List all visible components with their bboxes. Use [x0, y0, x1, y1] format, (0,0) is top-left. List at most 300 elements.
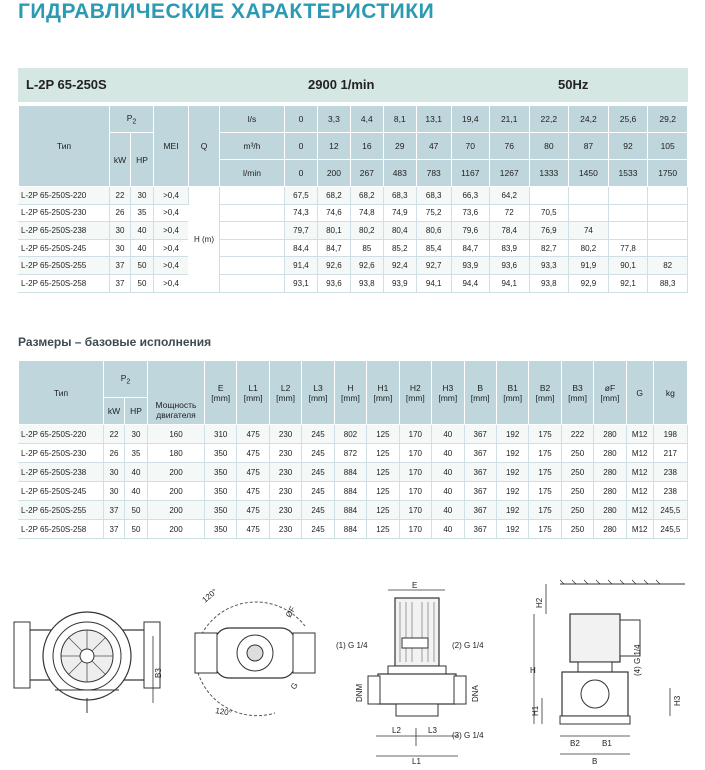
mei-value: >0,4	[154, 257, 189, 275]
model-name: L-2P 65-250S-255	[19, 501, 104, 520]
hp-value: 40	[131, 222, 154, 240]
head-value: 92,4	[383, 257, 416, 275]
dims-hp-header: HP	[125, 398, 148, 425]
head-value: 68,3	[383, 187, 416, 205]
dim-header-l3: L3 [mm]	[302, 361, 334, 425]
type-header: Тип	[19, 106, 110, 187]
flow-value: 267	[350, 160, 383, 187]
head-value: 93,6	[489, 257, 529, 275]
dim-value: 125	[367, 482, 399, 501]
b2-label: B2	[570, 739, 580, 748]
hp-value: 50	[131, 274, 154, 292]
table-row	[19, 463, 688, 482]
dims-kw-header: kW	[104, 398, 125, 425]
head-value: 79,6	[451, 222, 489, 240]
dim-value: 280	[594, 425, 626, 444]
flow-value: 13,1	[416, 106, 451, 133]
speed-label: 2900 1/min	[308, 77, 375, 92]
dim-value: 475	[237, 463, 269, 482]
dim-value: 884	[334, 520, 366, 539]
dim-value: 170	[399, 501, 431, 520]
head-value: 76,9	[529, 222, 569, 240]
flow-value: 29	[383, 133, 416, 160]
hp-value: 30	[125, 425, 148, 444]
b1-label: B1	[602, 739, 612, 748]
dim-value: 245	[302, 520, 334, 539]
port4-label: (4) G 1/4	[633, 644, 642, 676]
dim-value: 192	[496, 520, 528, 539]
model-name: L-2P 65-250S-258	[19, 274, 110, 292]
head-value	[608, 187, 648, 205]
hp-value: 40	[125, 482, 148, 501]
head-value: 80,6	[416, 222, 451, 240]
kw-value: 37	[110, 274, 131, 292]
head-value: 92,7	[416, 257, 451, 275]
table-row	[19, 257, 688, 275]
head-value: 67,5	[285, 187, 318, 205]
kw-value: 30	[104, 463, 125, 482]
table-row	[19, 520, 688, 539]
table-row	[19, 239, 688, 257]
hydraulic-table	[18, 105, 688, 293]
dim-value: 175	[529, 444, 561, 463]
dim-value: 245	[302, 501, 334, 520]
dim-value: 250	[561, 444, 593, 463]
pump-end-view-drawing	[520, 578, 695, 770]
dim-header-b: B [mm]	[464, 361, 496, 425]
flow-value: 3,3	[317, 106, 350, 133]
head-value: 94,1	[416, 274, 451, 292]
blank-cell	[220, 222, 285, 240]
dim-header-b3: B3 [mm]	[561, 361, 593, 425]
dim-value: 280	[594, 501, 626, 520]
head-value: 77,8	[608, 239, 648, 257]
model-name: L-2P 65-250S	[26, 77, 107, 92]
dim-header-h: H [mm]	[334, 361, 366, 425]
dims-p2-header: $P_2$	[104, 361, 148, 398]
dim-value: 175	[529, 482, 561, 501]
model-name: L-2P 65-250S-255	[19, 257, 110, 275]
dim-value: 170	[399, 444, 431, 463]
kw-value: 30	[110, 239, 131, 257]
flow-value: 92	[608, 133, 648, 160]
dim-value: 350	[205, 501, 237, 520]
flow-unit-ls: l/s	[220, 106, 285, 133]
dim-value: 170	[399, 425, 431, 444]
head-value: 92,6	[317, 257, 350, 275]
dim-value: 192	[496, 444, 528, 463]
blank-cell	[220, 239, 285, 257]
head-value: 93,9	[451, 257, 489, 275]
dim-value: 125	[367, 444, 399, 463]
head-value: 91,4	[285, 257, 318, 275]
dim-value: 280	[594, 463, 626, 482]
motor-value: 200	[148, 482, 205, 501]
page-title: ГИДРАВЛИЧЕСКИЕ ХАРАКТЕРИСТИКИ	[18, 0, 435, 23]
dim-value: 475	[237, 501, 269, 520]
port2-label: (2) G 1/4	[452, 641, 484, 650]
head-value: 92,6	[350, 257, 383, 275]
dim-value: 245	[302, 425, 334, 444]
kw-value: 30	[104, 482, 125, 501]
flow-value: 1450	[569, 160, 609, 187]
dim-value: 125	[367, 425, 399, 444]
head-value	[648, 239, 688, 257]
head-value: 78,4	[489, 222, 529, 240]
l3-label: L3	[428, 726, 437, 735]
dnm-label: DNM	[355, 683, 364, 702]
flow-value: 70	[451, 133, 489, 160]
b3-label: B3	[154, 668, 163, 678]
dim-value: 367	[464, 501, 496, 520]
flow-value: 12	[317, 133, 350, 160]
head-value: 92,1	[608, 274, 648, 292]
dim-value: 175	[529, 463, 561, 482]
dim-value: 125	[367, 501, 399, 520]
flow-value: 21,1	[489, 106, 529, 133]
flow-value: 8,1	[383, 106, 416, 133]
head-value: 93,9	[383, 274, 416, 292]
head-value: 93,8	[350, 274, 383, 292]
flow-value: 80	[529, 133, 569, 160]
motor-value: 200	[148, 520, 205, 539]
head-value: 70,5	[529, 204, 569, 222]
dim-value: 872	[334, 444, 366, 463]
dim-value: 367	[464, 444, 496, 463]
flow-value: 783	[416, 160, 451, 187]
kg-value: 238	[653, 463, 687, 482]
dim-value: 367	[464, 520, 496, 539]
dim-value: 40	[432, 482, 464, 501]
head-value	[608, 222, 648, 240]
flow-value: 1750	[648, 160, 688, 187]
kw-value: 22	[104, 425, 125, 444]
model-name: L-2P 65-250S-220	[19, 425, 104, 444]
dim-value: 125	[367, 520, 399, 539]
angle2-label: 120°	[214, 706, 233, 718]
table-row	[19, 222, 688, 240]
flow-value: 29,2	[648, 106, 688, 133]
head-value: 82,7	[529, 239, 569, 257]
dim-header-l2: L2 [mm]	[269, 361, 301, 425]
l1-label: L1	[412, 757, 421, 766]
dim-value: 192	[496, 501, 528, 520]
head-value: 84,7	[317, 239, 350, 257]
blank-cell	[220, 204, 285, 222]
table-row	[19, 501, 688, 520]
flow-value: 16	[350, 133, 383, 160]
hp-header: HP	[131, 133, 154, 187]
head-value: 93,1	[285, 274, 318, 292]
e-label: E	[412, 581, 418, 590]
flow-value: 47	[416, 133, 451, 160]
dimensions-title: Размеры – базовые исполнения	[18, 335, 212, 349]
model-bar	[18, 68, 688, 102]
motor-header: Мощность двигателя	[148, 361, 205, 425]
dim-value: 230	[269, 444, 301, 463]
dim-value: 250	[561, 501, 593, 520]
dim-value: 175	[529, 425, 561, 444]
h2-label: H2	[535, 597, 544, 608]
angle1-label: 120°	[200, 587, 219, 605]
l2-label: L2	[392, 726, 401, 735]
head-value: 68,3	[416, 187, 451, 205]
flow-value: 0	[285, 106, 318, 133]
dim-value: 350	[205, 520, 237, 539]
flow-value: 0	[285, 160, 318, 187]
dim-value: 475	[237, 520, 269, 539]
head-value: 64,2	[489, 187, 529, 205]
kw-value: 37	[110, 257, 131, 275]
dim-header-l1: L1 [mm]	[237, 361, 269, 425]
dim-value: 230	[269, 520, 301, 539]
flow-value: 24,2	[569, 106, 609, 133]
head-value: 94,1	[489, 274, 529, 292]
hp-value: 50	[125, 501, 148, 520]
head-value: 66,3	[451, 187, 489, 205]
motor-value: 180	[148, 444, 205, 463]
dim-value: 802	[334, 425, 366, 444]
hp-value: 35	[125, 444, 148, 463]
dim-header-b1: B1 [mm]	[496, 361, 528, 425]
head-value	[569, 204, 609, 222]
head-value	[569, 187, 609, 205]
kw-value: 26	[104, 444, 125, 463]
dim-value: 350	[205, 482, 237, 501]
dim-header-øf: øF [mm]	[594, 361, 626, 425]
dim-value: 192	[496, 425, 528, 444]
q-header: Q	[189, 106, 220, 187]
model-name: L-2P 65-250S-258	[19, 520, 104, 539]
head-value: 74,8	[350, 204, 383, 222]
head-value: 80,4	[383, 222, 416, 240]
head-value: 72	[489, 204, 529, 222]
kg-value: 198	[653, 425, 687, 444]
flow-value: 1267	[489, 160, 529, 187]
motor-value: 160	[148, 425, 205, 444]
g-value: M12	[626, 482, 653, 501]
dim-value: 230	[269, 501, 301, 520]
dim-value: 250	[561, 520, 593, 539]
head-value: 74	[569, 222, 609, 240]
head-value: 93,3	[529, 257, 569, 275]
head-value: 93,8	[529, 274, 569, 292]
dim-header-h2: H2 [mm]	[399, 361, 431, 425]
hp-value: 40	[125, 463, 148, 482]
model-name: L-2P 65-250S-220	[19, 187, 110, 205]
flow-unit-lmin: l/min	[220, 160, 285, 187]
model-name: L-2P 65-250S-245	[19, 482, 104, 501]
flow-value: 200	[317, 160, 350, 187]
head-value: 80,2	[569, 239, 609, 257]
dim-value: 350	[205, 444, 237, 463]
flow-value: 87	[569, 133, 609, 160]
mei-header: MEI	[154, 106, 189, 187]
blank-cell	[220, 187, 285, 205]
dim-value: 884	[334, 463, 366, 482]
dim-value: 475	[237, 425, 269, 444]
head-value: 73,6	[451, 204, 489, 222]
flow-value: 4,4	[350, 106, 383, 133]
port3-label: (3) G 1/4	[452, 731, 484, 740]
table-row	[19, 204, 688, 222]
dim-value: 125	[367, 463, 399, 482]
model-name: L-2P 65-250S-238	[19, 222, 110, 240]
hp-value: 30	[131, 187, 154, 205]
flow-value: 483	[383, 160, 416, 187]
dim-value: 250	[561, 482, 593, 501]
flow-value: 19,4	[451, 106, 489, 133]
mei-value: >0,4	[154, 239, 189, 257]
dim-value: 310	[205, 425, 237, 444]
hp-value: 40	[131, 239, 154, 257]
blank-cell	[220, 274, 285, 292]
dim-value: 367	[464, 482, 496, 501]
dim-value: 367	[464, 425, 496, 444]
flow-value: 22,2	[529, 106, 569, 133]
g-value: M12	[626, 501, 653, 520]
hp-value: 35	[131, 204, 154, 222]
dim-header-e: E [mm]	[205, 361, 237, 425]
p2-header: $P_2$	[110, 106, 154, 133]
head-value: 85,4	[416, 239, 451, 257]
flow-value: 76	[489, 133, 529, 160]
head-value: 93,6	[317, 274, 350, 292]
dim-value: 40	[432, 520, 464, 539]
head-value: 74,3	[285, 204, 318, 222]
dim-value: 280	[594, 520, 626, 539]
g-value: M12	[626, 425, 653, 444]
head-value	[529, 187, 569, 205]
dim-header-h1: H1 [mm]	[367, 361, 399, 425]
mei-value: >0,4	[154, 274, 189, 292]
dim-value: 40	[432, 425, 464, 444]
h1-label: H1	[531, 705, 540, 716]
dim-value: 230	[269, 463, 301, 482]
dim-value: 280	[594, 482, 626, 501]
g-value: M12	[626, 520, 653, 539]
head-value	[608, 204, 648, 222]
dim-header-h3: H3 [mm]	[432, 361, 464, 425]
dim-value: 884	[334, 501, 366, 520]
dims-type-header: Тип	[19, 361, 104, 425]
head-value: 79,7	[285, 222, 318, 240]
mei-value: >0,4	[154, 187, 189, 205]
hp-value: 50	[125, 520, 148, 539]
head-value: 80,2	[350, 222, 383, 240]
head-value	[648, 222, 688, 240]
pump-front-view-drawing	[15, 578, 165, 728]
dim-value: 40	[432, 463, 464, 482]
dim-value: 170	[399, 463, 431, 482]
flow-value: 0	[285, 133, 318, 160]
kg-value: 217	[653, 444, 687, 463]
dimensions-table	[18, 360, 688, 539]
table-row	[19, 444, 688, 463]
h3-label: H3	[673, 695, 682, 706]
table-row	[19, 482, 688, 501]
head-value: 83,9	[489, 239, 529, 257]
table-row	[19, 274, 688, 292]
kw-header: kW	[110, 133, 131, 187]
dim-value: 475	[237, 482, 269, 501]
model-name: L-2P 65-250S-230	[19, 444, 104, 463]
dim-value: 245	[302, 482, 334, 501]
dim-value: 175	[529, 520, 561, 539]
phi-f-label: ØF	[283, 604, 298, 619]
motor-value: 200	[148, 463, 205, 482]
dim-value: 192	[496, 482, 528, 501]
head-value: 74,9	[383, 204, 416, 222]
head-value: 88,3	[648, 274, 688, 292]
dim-value: 280	[594, 444, 626, 463]
head-value: 74,6	[317, 204, 350, 222]
head-value: 90,1	[608, 257, 648, 275]
dim-value: 884	[334, 482, 366, 501]
dim-value: 367	[464, 463, 496, 482]
flow-value: 1533	[608, 160, 648, 187]
kg-value: 238	[653, 482, 687, 501]
h-label: H	[530, 666, 536, 675]
kw-value: 30	[110, 222, 131, 240]
g-header: G	[626, 361, 653, 425]
kw-value: 26	[110, 204, 131, 222]
frequency-label: 50Hz	[558, 77, 589, 92]
head-value: 94,4	[451, 274, 489, 292]
head-value: 85,2	[383, 239, 416, 257]
motor-value: 200	[148, 501, 205, 520]
pump-top-view-drawing	[175, 578, 335, 728]
flow-unit-m3h: m³/h	[220, 133, 285, 160]
model-name: L-2P 65-250S-245	[19, 239, 110, 257]
hp-value: 50	[131, 257, 154, 275]
dim-value: 175	[529, 501, 561, 520]
g-value: M12	[626, 463, 653, 482]
dim-value: 170	[399, 482, 431, 501]
mei-value: >0,4	[154, 204, 189, 222]
model-name: L-2P 65-250S-230	[19, 204, 110, 222]
kg-header: kg	[653, 361, 687, 425]
table-row	[19, 425, 688, 444]
head-value: 75,2	[416, 204, 451, 222]
dim-value: 170	[399, 520, 431, 539]
dim-value: 245	[302, 444, 334, 463]
flow-value: 25,6	[608, 106, 648, 133]
model-name: L-2P 65-250S-238	[19, 463, 104, 482]
head-value: 91,9	[569, 257, 609, 275]
h-unit-label: H (m)	[189, 187, 220, 293]
head-value: 85	[350, 239, 383, 257]
head-value	[648, 204, 688, 222]
flow-value: 1333	[529, 160, 569, 187]
dim-header-b2: B2 [mm]	[529, 361, 561, 425]
kw-value: 22	[110, 187, 131, 205]
kw-value: 37	[104, 501, 125, 520]
dim-value: 250	[561, 463, 593, 482]
head-value: 80,1	[317, 222, 350, 240]
dim-value: 350	[205, 463, 237, 482]
head-value: 68,2	[317, 187, 350, 205]
pump-side-view-drawing	[336, 578, 510, 770]
dim-value: 230	[269, 482, 301, 501]
dim-value: 40	[432, 501, 464, 520]
kg-value: 245,5	[653, 501, 687, 520]
blank-cell	[220, 257, 285, 275]
head-value: 92,9	[569, 274, 609, 292]
dim-value: 192	[496, 463, 528, 482]
dim-value: 230	[269, 425, 301, 444]
port1-label: (1) G 1/4	[336, 641, 368, 650]
